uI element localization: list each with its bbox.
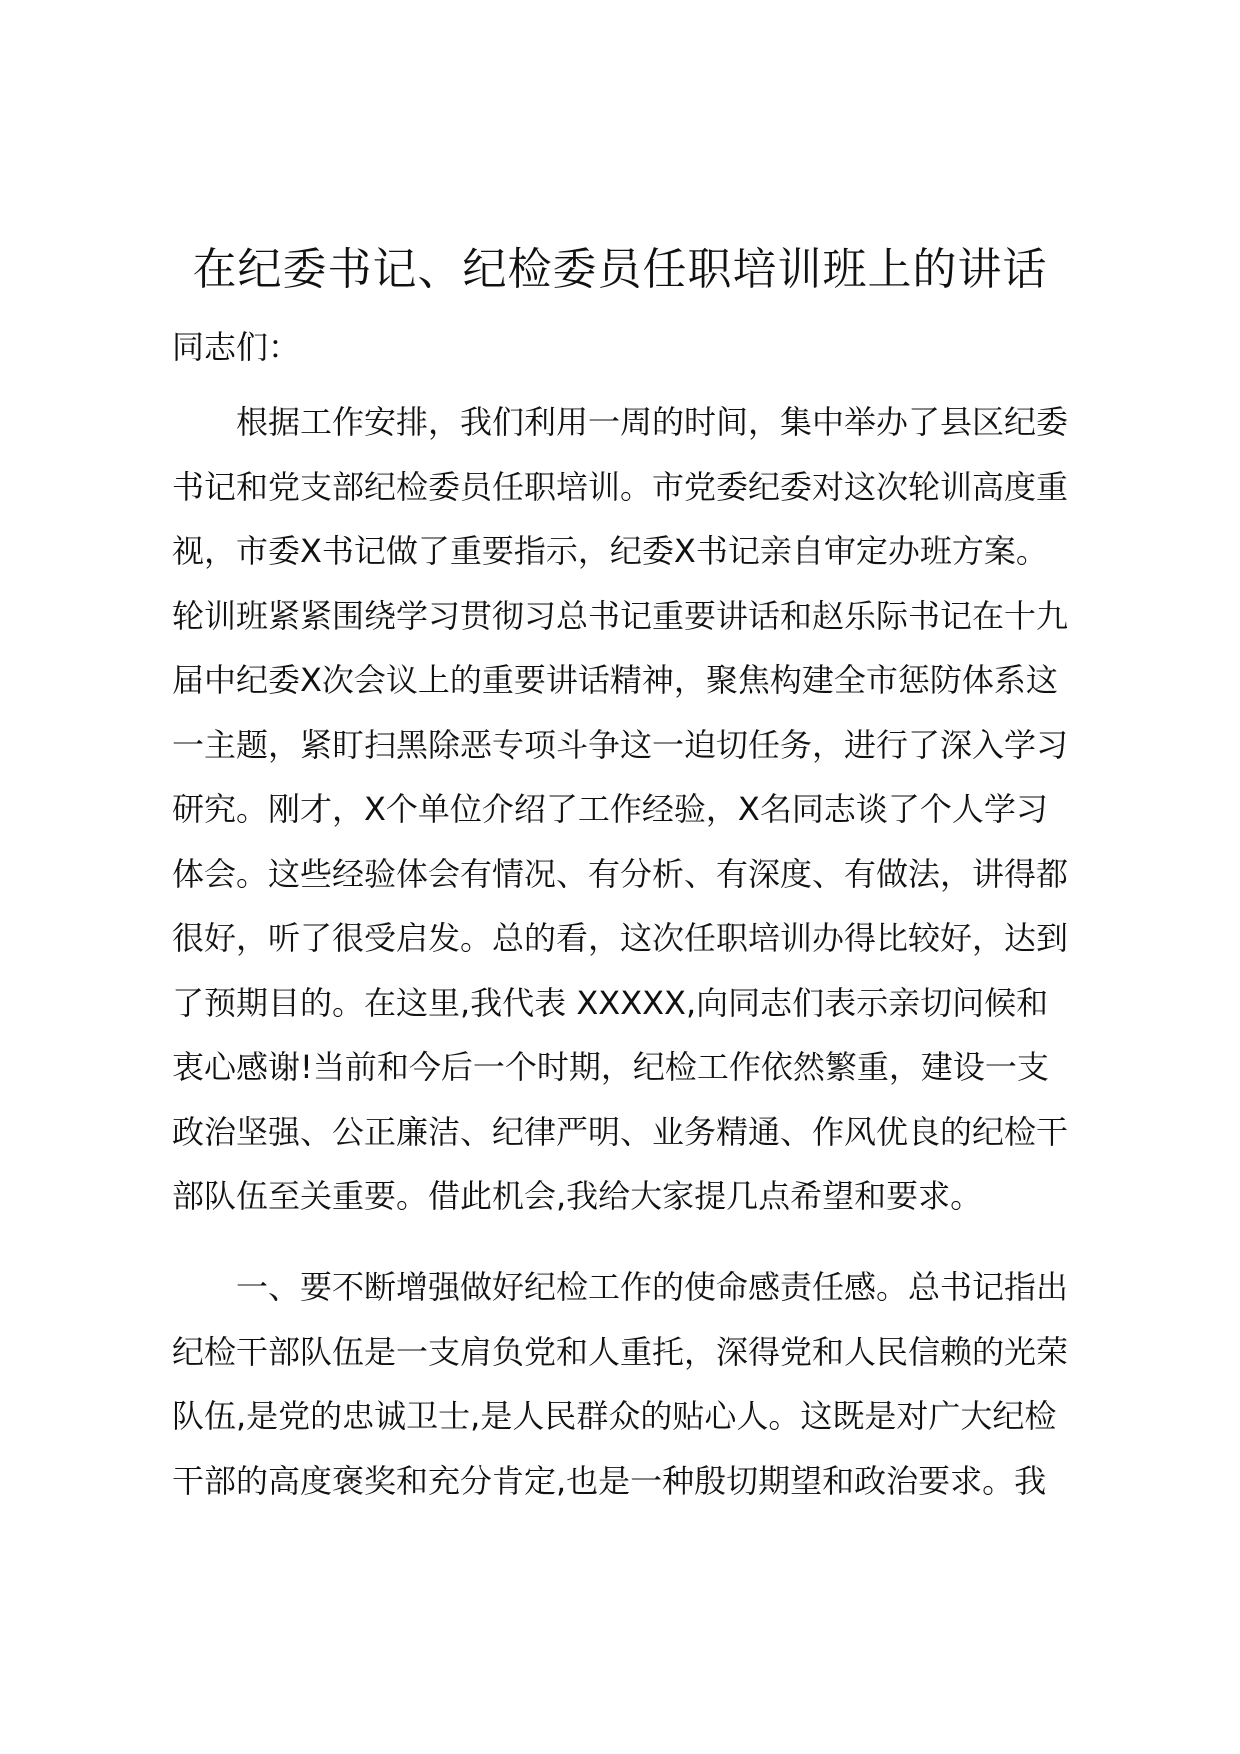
text-line: 队伍,是党的忠诚卫士,是人民群众的贴心人。这既是对广大纪检 xyxy=(172,1397,1057,1435)
text-line: 了预期目的。在这里,我代表 XXXXX,向同志们表示亲切问候和 xyxy=(172,983,1049,1022)
text-line: 根据工作安排，我们利用一周的时间，集中举办了县区纪委 xyxy=(236,403,1069,441)
text-line: 衷心感谢!当前和今后一个时期，纪检工作依然繁重，建设一支 xyxy=(172,1048,1049,1086)
text-line: 视，市委X书记做了重要指示，纪委X书记亲自审定办班方案。 xyxy=(172,532,1048,570)
text-line: 很好，听了很受启发。总的看，这次任职培训办得比较好，达到 xyxy=(172,919,1069,957)
text-line: 研究。刚才，X个单位介绍了工作经验，X名同志谈了个人学习 xyxy=(172,790,1048,828)
text-line: 纪检干部队伍是一支肩负党和人重托，深得党和人民信赖的光荣 xyxy=(172,1332,1069,1371)
text-line: 一主题，紧盯扫黑除恶专项斗争这一迫切任务，进行了深入学习 xyxy=(172,725,1069,764)
text-line: 干部的高度褒奖和充分肯定,也是一种殷切期望和政治要求。我 xyxy=(172,1461,1047,1500)
text-line: 一、要不断增强做好纪检工作的使命感责任感。总书记指出 xyxy=(236,1268,1069,1306)
paragraph-2 xyxy=(172,1255,1112,1513)
text-line: 届中纪委X次会议上的重要讲话精神，聚焦构建全市惩防体系这 xyxy=(172,661,1058,699)
salutation: 同志们： xyxy=(172,328,301,366)
paragraph-1 xyxy=(172,390,1112,1229)
text-line: 书记和党支部纪检委员任职培训。市党委纪委对这次轮训高度重 xyxy=(172,467,1069,506)
text-line: 轮训班紧紧围绕学习贯彻习总书记重要讲话和赵乐际书记在十九 xyxy=(172,596,1069,635)
text-line: 体会。这些经验体会有情况、有分析、有深度、有做法，讲得都 xyxy=(172,854,1069,893)
text-line: 政治坚强、公正廉洁、纪律严明、业务精通、作风优良的纪检干 xyxy=(172,1112,1069,1151)
document-title: 在纪委书记、纪检委员任职培训班上的讲话 xyxy=(192,244,1048,295)
text-line: 部队伍至关重要。借此机会,我给大家提几点希望和要求。 xyxy=(172,1177,983,1215)
